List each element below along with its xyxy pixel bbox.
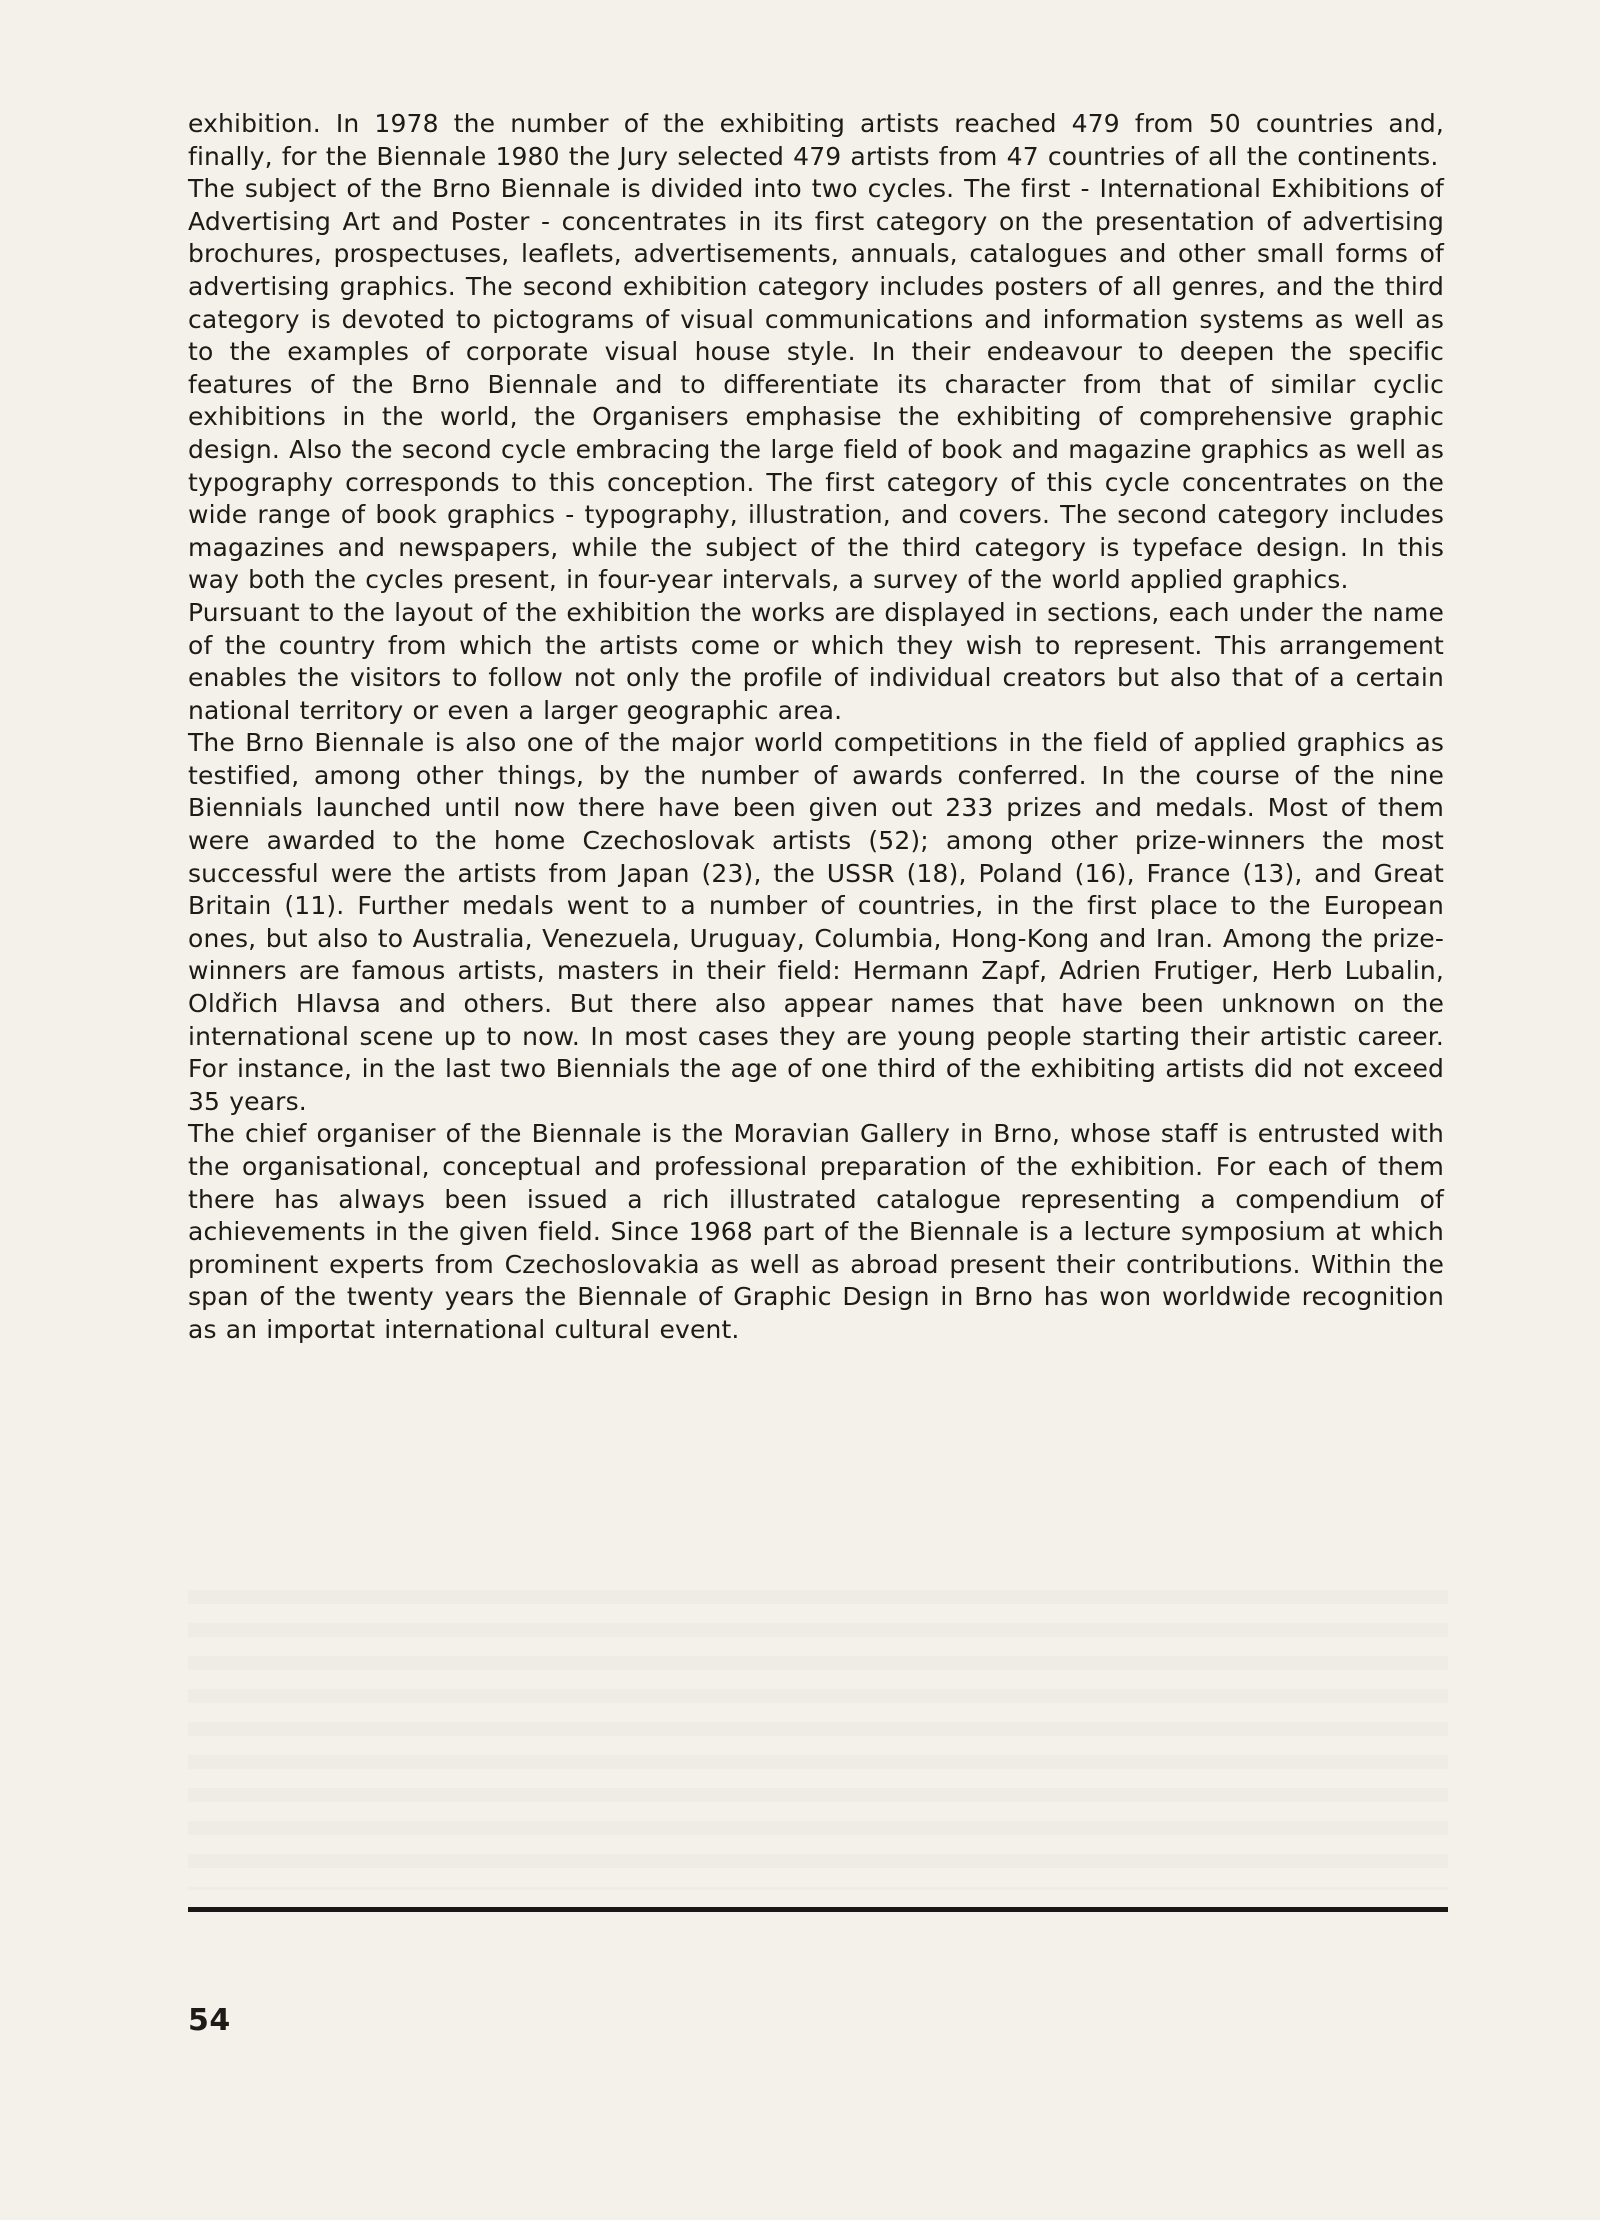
page-number: 54 [188, 2003, 231, 2038]
show-through-texture [188, 1590, 1448, 1890]
paragraph-organiser: The chief organiser of the Biennale is the Moravian Gallery in Brno, whose staff is entrusted with the organisational, conceptual and professional preparation of the exhibition. For each of them there has always been issued a rich illustrated catalogue representing a compendium of achievements in the given field. Since 1968 part of the Biennale is a lecture symposium at which prominent experts from Czechoslovakia as well as abroad present their contributions. Within the span of the twenty years the Biennale of Graphic Design in Brno has won worldwide recognition as an importat international cultural event. [188, 1119, 1444, 1344]
footer-rule [188, 1907, 1448, 1912]
paragraph-biennale-cycles: The subject of the Brno Biennale is divided into two cycles. The first - International Exhibitions of Advertising Art and Poster - concentrates in its first category on the presentation of advertising brochures, prospectuses, leaflets, advertisements, annuals, catalogues and other small forms of advertising graphics. The second exhibition category includes posters of all genres, and the third category is devoted to pictograms of visual communications and information systems as well as to the examples of corporate visual house style. In their endeavour to deepen the specific features of the Brno Biennale and to differentiate its character from that of similar cyclic exhibitions in the world, the Organisers emphasise the exhibiting of comprehensive graphic design. Also the second cycle embracing the large field of book and magazine graphics as well as typography corresponds to this conception. The first category of this cycle concentrates on the wide range of book graphics - typography, illustration, and covers. The second category includes magazines and newspapers, while the subject of the third category is typeface design. In this way both the cycles present, in four-year intervals, a survey of the world applied graphics. [188, 174, 1444, 595]
body-text [188, 108, 1444, 1347]
paragraph-exhibition-numbers: exhibition. In 1978 the number of the exhibiting artists reached 479 from 50 countries and, finally, for the Biennale 1980 the Jury selected 479 artists from 47 countries of all the continents. [188, 109, 1444, 171]
paragraph-exhibition-layout: Pursuant to the layout of the exhibition the works are displayed in sections, each under the name of the country from which the artists come or which they wish to represent. This arrangement enables the visitors to follow not only the profile of individual creators but also that of a certain national territory or even a larger geographic area. [188, 597, 1444, 725]
paragraph-awards: The Brno Biennale is also one of the major world competitions in the field of applied graphics as testified, among other things, by the number of awards conferred. In the course of the nine Biennials launched until now there have been given out 233 prizes and medals. Most of them were awarded to the home Czechoslovak artists (52); among other prize-winners the most successful were the artists from Japan (23), the USSR (18), Poland (16), France (13), and Great Britain (11). Further medals went to a number of countries, in the first place to the European ones, but also to Australia, Venezuela, Uruguay, Columbia, Hong-Kong and Iran. Among the prize-winners are famous artists, masters in their field: Hermann Zapf, Adrien Frutiger, Herb Lubalin, Oldřich Hlavsa and others. But there also appear names that have been unknown on the international scene up to now. In most cases they are young people starting their artistic career. For instance, in the last two Biennials the age of one third of the exhibiting artists did not exceed 35 years. [188, 728, 1444, 1116]
